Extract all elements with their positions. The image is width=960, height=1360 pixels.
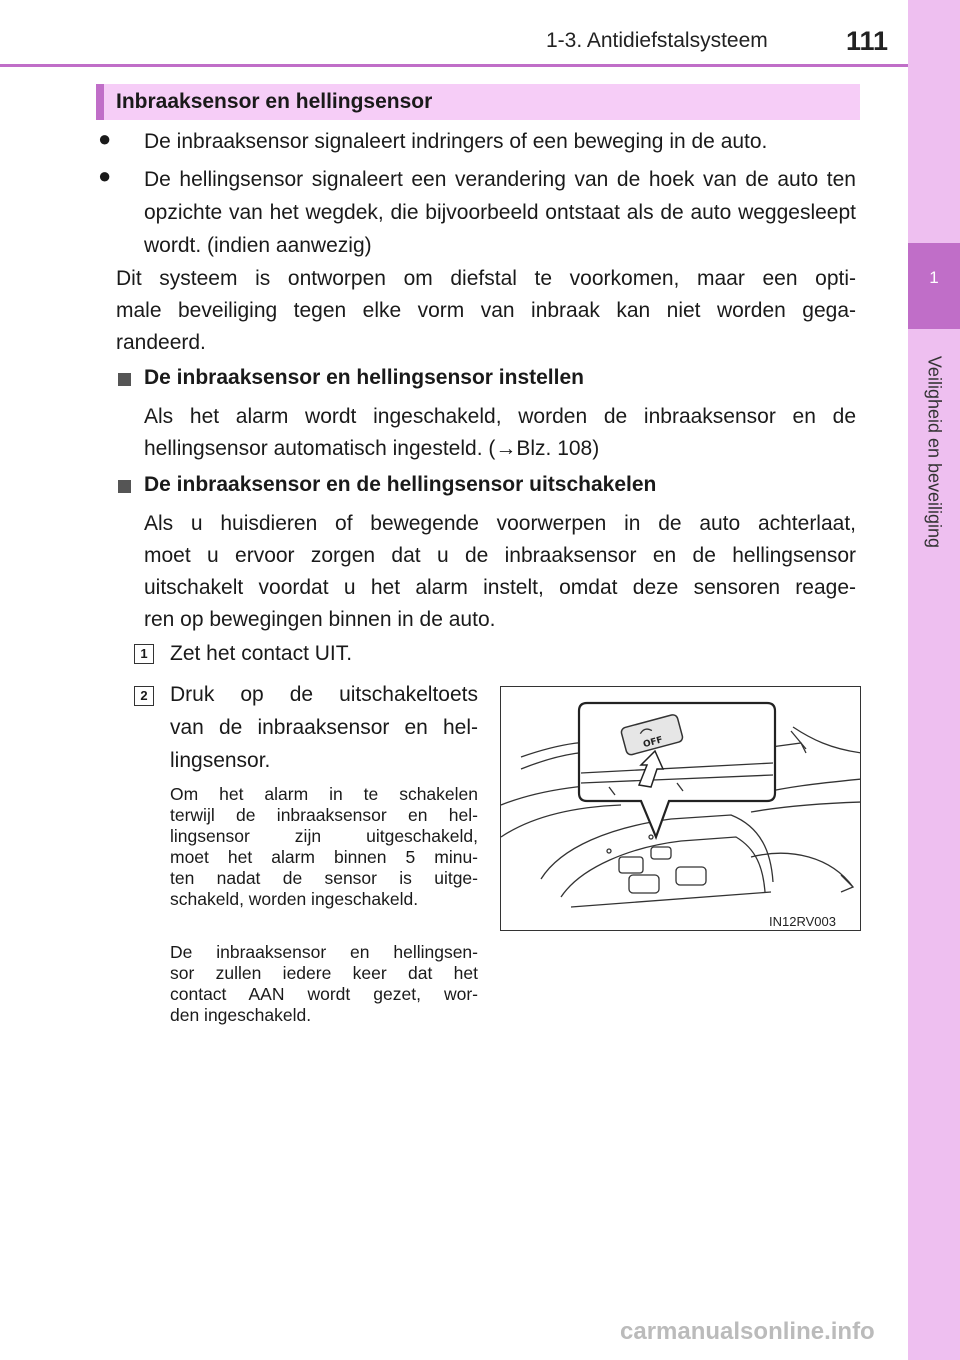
subsection-1-line: hellingsensor automatisch ingesteld. (→Blz. 108) [144, 437, 600, 460]
chapter-tab-number: 1 [929, 268, 939, 287]
header-rule [0, 64, 908, 67]
off-button-label: OFF [642, 735, 665, 751]
subsection-2-body [144, 508, 856, 636]
chapter-header: 1-3. Antidiefstalsysteem [546, 29, 768, 52]
step-2-line: Druk op de uitschakeltoets [170, 683, 478, 706]
step-1-number: 1 [134, 644, 154, 664]
overhead-console-illustration [500, 686, 861, 931]
step-2-line: van de inbraaksensor en hel- [170, 716, 478, 739]
note-1-line: moet het alarm binnen 5 minu- [170, 847, 478, 867]
intro-line: Dit systeem is ontworpen om diefstal te voorkomen, maar een opti- [116, 267, 856, 290]
note-1-line: ten nadat de sensor is uitge- [170, 868, 478, 888]
page-number: 111 [846, 26, 889, 56]
subsection-2-heading: De inbraaksensor en de hellingsensor uitschakelen [144, 473, 657, 496]
chapter-tab-label: Veiligheid en beveiliging [924, 355, 945, 549]
bullet-1-text: De inbraaksensor signaleert indringers of een beweging in de auto. [144, 130, 768, 153]
bullet-dot-icon: ● [98, 163, 112, 188]
intro-paragraph [116, 263, 856, 359]
note-2-line: sor zullen iedere keer dat het [170, 963, 478, 983]
step-2-number: 2 [134, 686, 154, 706]
section-title: Inbraaksensor en hellingsensor [116, 90, 433, 113]
subsection-1-body [144, 401, 856, 465]
step-2-line: lingsensor. [170, 749, 271, 772]
subsection-2-line: Als u huisdieren of bewegende voorwerpen in de auto achterlaat, [144, 512, 856, 535]
bullet-dot-icon: ● [98, 126, 112, 151]
intro-line: randeerd. [116, 331, 206, 354]
bullet-2-text: De hellingsensor signaleert een verandering van de hoek van de auto ten opzichte van het wegdek, die bijvoorbeeld ontstaat als de auto weggesleept wordt. (indien aanwezig) [144, 168, 856, 257]
note-1 [170, 784, 478, 910]
figure-code: IN12RV003 [769, 914, 836, 929]
watermark: carmanualsonline.info [620, 1318, 875, 1345]
note-2-line: den ingeschakeld. [170, 1005, 312, 1025]
note-1-line: lingsensor zijn uitgeschakeld, [170, 826, 478, 846]
note-2-line: De inbraaksensor en hellingsen- [170, 942, 478, 962]
subsection-2-line: moet u ervoor zorgen dat u de inbraaksensor en de hellingsensor [144, 544, 856, 567]
subsection-2-line: ren op bewegingen binnen in de auto. [144, 608, 496, 631]
note-1-line: Om het alarm in te schakelen [170, 784, 478, 804]
square-bullet-icon [118, 373, 131, 391]
note-2 [170, 942, 478, 1026]
step-2-text [170, 678, 478, 777]
intro-line: male beveiliging tegen elke vorm van inbraak kan niet worden gega- [116, 299, 856, 322]
square-bullet-icon [118, 480, 131, 498]
note-1-line: schakeld, worden ingeschakeld. [170, 889, 419, 909]
step-1-text: Zet het contact UIT. [170, 642, 353, 665]
note-1-line: terwijl de inbraaksensor en hel- [170, 805, 478, 825]
subsection-1-heading: De inbraaksensor en hellingsensor instellen [144, 366, 584, 389]
subsection-2-line: uitschakelt voordat u het alarm instelt, omdat deze sensoren reage- [144, 576, 856, 599]
note-2-line: contact AAN wordt gezet, wor- [170, 984, 478, 1004]
side-strip [908, 0, 960, 1360]
subsection-1-line: Als het alarm wordt ingeschakeld, worden de inbraaksensor en de [144, 405, 856, 428]
overhead-console-drawing [501, 687, 861, 931]
